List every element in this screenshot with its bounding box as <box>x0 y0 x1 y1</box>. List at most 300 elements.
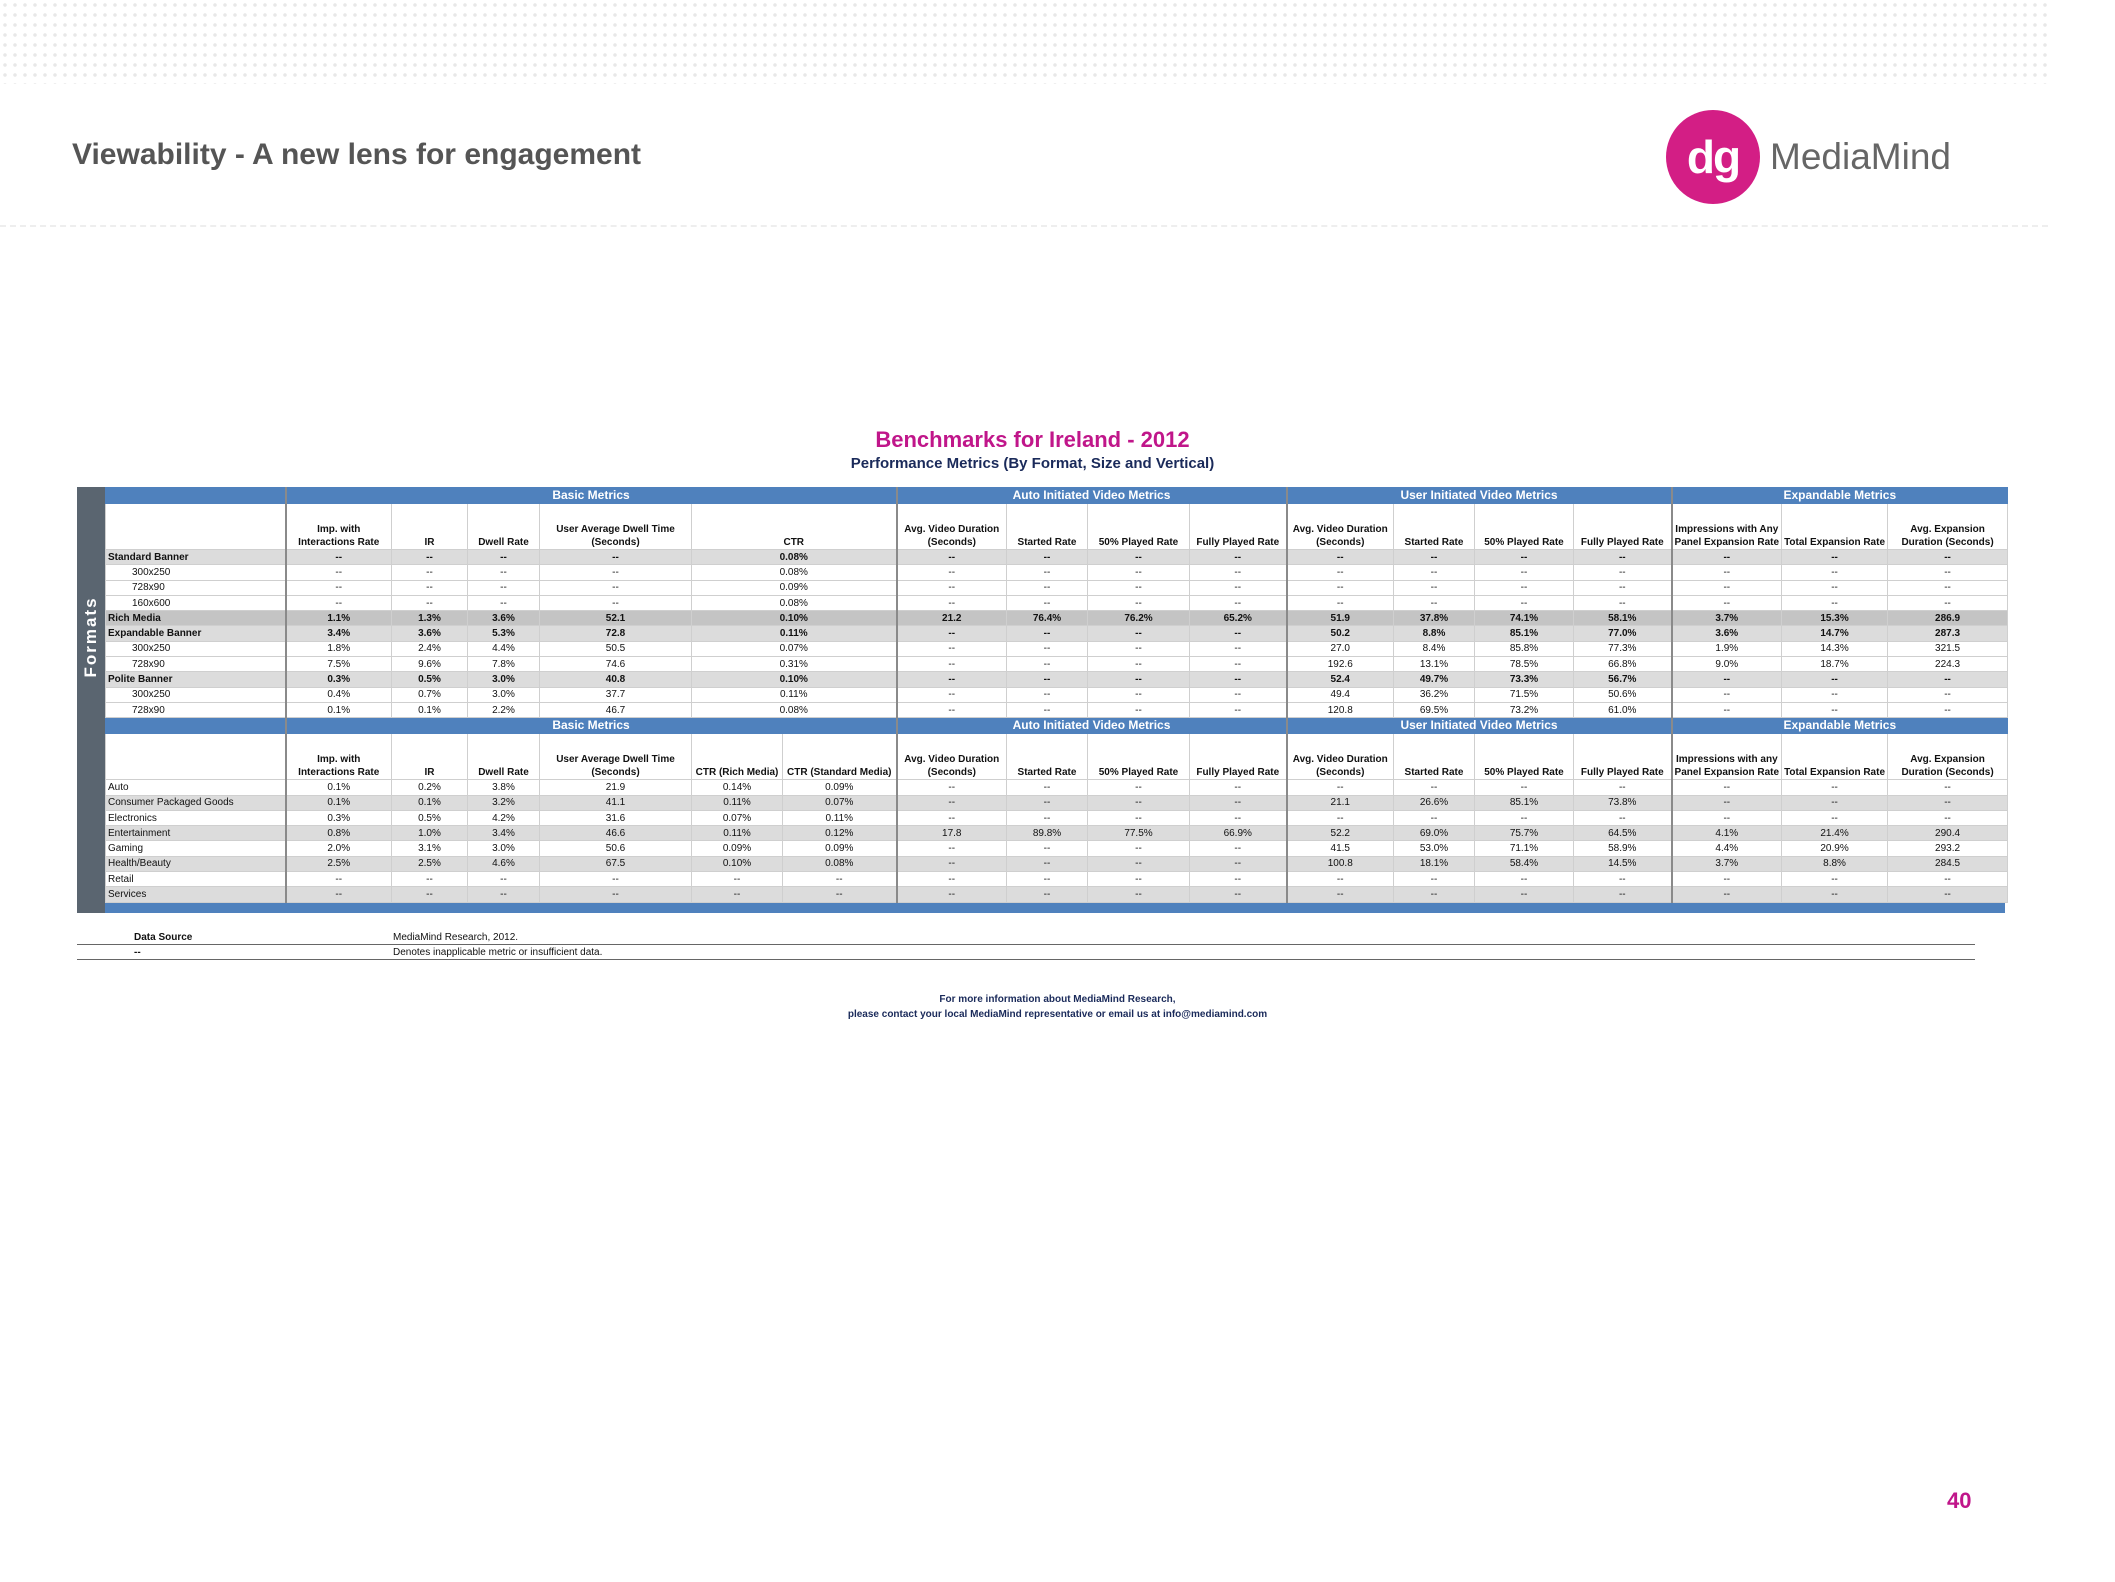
row-label: 300x250 <box>106 565 286 580</box>
table-cell: -- <box>1190 810 1287 825</box>
table-cell: -- <box>1782 595 1888 610</box>
table-cell: 7.8% <box>468 657 540 672</box>
table-cell: -- <box>1475 595 1574 610</box>
table-cell: -- <box>1394 887 1475 902</box>
column-header: Impressions with Any Panel Expansion Rate <box>1672 504 1782 550</box>
row-label: Health/Beauty <box>106 856 286 871</box>
benchmark-table <box>105 487 2008 903</box>
column-header: 50% Played Rate <box>1088 504 1190 550</box>
table-cell: -- <box>1007 856 1088 871</box>
table-row <box>106 780 2008 795</box>
table-cell: -- <box>540 887 692 902</box>
table-cell: -- <box>1007 702 1088 717</box>
table-cell: 1.3% <box>392 611 468 626</box>
table-cell: -- <box>897 580 1007 595</box>
table-cell: -- <box>1088 702 1190 717</box>
table-cell: -- <box>1672 550 1782 565</box>
column-header: Total Expansion Rate <box>1782 734 1888 780</box>
table-cell: -- <box>1190 795 1287 810</box>
table-cell: -- <box>1190 702 1287 717</box>
table-cell: 69.5% <box>1394 702 1475 717</box>
table-row <box>106 826 2008 841</box>
table-cell: -- <box>1007 841 1088 856</box>
table-cell: -- <box>1394 872 1475 887</box>
table-cell: 52.1 <box>540 611 692 626</box>
table-cell: -- <box>1088 780 1190 795</box>
footnote-rule <box>77 959 1975 960</box>
table-cell: 321.5 <box>1888 641 2008 656</box>
table-cell: 0.08% <box>692 702 897 717</box>
table-row <box>106 795 2008 810</box>
table-cell: -- <box>468 872 540 887</box>
logo-wordmark: MediaMind <box>1770 136 1951 177</box>
table-cell: -- <box>1782 872 1888 887</box>
dotted-header-pattern <box>0 0 2048 84</box>
table-cell: 85.1% <box>1475 626 1574 641</box>
table-cell: -- <box>1007 565 1088 580</box>
table-cell: -- <box>1574 550 1672 565</box>
column-header: Avg. Expansion Duration (Seconds) <box>1888 734 2008 780</box>
table-cell: -- <box>1574 780 1672 795</box>
table-cell: -- <box>1672 872 1782 887</box>
table-cell: 3.8% <box>468 780 540 795</box>
table-cell: 9.0% <box>1672 657 1782 672</box>
table-cell: -- <box>1672 702 1782 717</box>
table-cell: 0.1% <box>392 795 468 810</box>
table-cell: 3.6% <box>392 626 468 641</box>
column-header: Impressions with any Panel Expansion Rate <box>1672 734 1782 780</box>
row-label: Standard Banner <box>106 550 286 565</box>
table-cell: -- <box>1088 672 1190 687</box>
table-cell: 5.3% <box>468 626 540 641</box>
table-cell: -- <box>1888 795 2008 810</box>
slide-title: Viewability - A new lens for engagement <box>72 138 642 171</box>
table-cell: 2.5% <box>286 856 392 871</box>
table-row <box>106 550 2008 565</box>
column-header: 50% Played Rate <box>1088 734 1190 780</box>
table-cell: -- <box>1287 595 1394 610</box>
column-header: IR <box>392 734 468 780</box>
group-header-band <box>106 488 2008 504</box>
table-cell: -- <box>1190 780 1287 795</box>
table-cell: 8.4% <box>1394 641 1475 656</box>
table-cell: -- <box>1007 580 1088 595</box>
column-header: User Average Dwell Time (Seconds) <box>540 734 692 780</box>
column-header: Fully Played Rate <box>1574 734 1672 780</box>
table-cell: 37.7 <box>540 687 692 702</box>
table-cell: 0.3% <box>286 810 392 825</box>
table-cell: -- <box>1190 595 1287 610</box>
table-cell: 3.6% <box>1672 626 1782 641</box>
table-cell: -- <box>1888 887 2008 902</box>
row-label: Polite Banner <box>106 672 286 687</box>
table-cell: 3.1% <box>392 841 468 856</box>
table-cell: 0.4% <box>286 687 392 702</box>
table-cell: -- <box>692 887 783 902</box>
row-label: Services <box>106 887 286 902</box>
table-cell: 0.5% <box>392 672 468 687</box>
footnote-rule <box>77 944 1975 945</box>
table-cell: 290.4 <box>1888 826 2008 841</box>
table-cell: -- <box>1190 626 1287 641</box>
table-cell: 287.3 <box>1888 626 2008 641</box>
table-cell: 77.3% <box>1574 641 1672 656</box>
table-cell: -- <box>1782 550 1888 565</box>
benchmark-table-area <box>77 487 1994 913</box>
table-cell: 46.7 <box>540 702 692 717</box>
table-cell: 15.3% <box>1782 611 1888 626</box>
table-cell: 3.0% <box>468 841 540 856</box>
table-cell: -- <box>1088 872 1190 887</box>
table-row <box>106 641 2008 656</box>
table-cell: 14.5% <box>1574 856 1672 871</box>
table-cell: -- <box>1007 626 1088 641</box>
table-cell: 0.7% <box>392 687 468 702</box>
row-label: Expandable Banner <box>106 626 286 641</box>
table-cell: 20.9% <box>1782 841 1888 856</box>
table-cell: -- <box>1190 687 1287 702</box>
table-cell: -- <box>1088 565 1190 580</box>
table-cell: -- <box>468 595 540 610</box>
table-cell: 0.10% <box>692 856 783 871</box>
table-cell: -- <box>1672 687 1782 702</box>
column-header: 50% Played Rate <box>1475 734 1574 780</box>
table-cell: -- <box>286 872 392 887</box>
table-cell: -- <box>1782 702 1888 717</box>
table-cell: 0.11% <box>692 795 783 810</box>
table-cell: -- <box>1088 626 1190 641</box>
table-cell: 0.11% <box>692 687 897 702</box>
table-cell: -- <box>1394 550 1475 565</box>
metric-group-label: User Initiated Video Metrics <box>1287 718 1672 734</box>
table-cell: 0.09% <box>692 841 783 856</box>
table-cell: -- <box>1672 595 1782 610</box>
table-cell: 3.4% <box>286 626 392 641</box>
table-cell: -- <box>897 887 1007 902</box>
row-label: 728x90 <box>106 702 286 717</box>
table-cell: 3.0% <box>468 687 540 702</box>
table-cell: 41.1 <box>540 795 692 810</box>
table-cell: 50.2 <box>1287 626 1394 641</box>
metric-group-label: Basic Metrics <box>286 718 897 734</box>
footnote-key: Data Source <box>134 932 193 943</box>
row-label: Gaming <box>106 841 286 856</box>
table-cell: -- <box>1287 887 1394 902</box>
column-header: Fully Played Rate <box>1190 734 1287 780</box>
table-cell: 46.6 <box>540 826 692 841</box>
table-cell: 77.0% <box>1574 626 1672 641</box>
metric-group-label: User Initiated Video Metrics <box>1287 488 1672 504</box>
table-cell: 1.8% <box>286 641 392 656</box>
table-cell: 52.2 <box>1287 826 1394 841</box>
contact-line-2: please contact your local MediaMind representative or email us at info@mediamind.com <box>847 1009 1268 1020</box>
table-cell: -- <box>1088 810 1190 825</box>
table-cell: -- <box>1007 887 1088 902</box>
table-cell: 0.09% <box>783 780 897 795</box>
table-cell: 8.8% <box>1782 856 1888 871</box>
header-divider <box>0 225 2048 227</box>
table-cell: -- <box>468 565 540 580</box>
table-row <box>106 595 2008 610</box>
table-cell: -- <box>1672 672 1782 687</box>
table-cell: 286.9 <box>1888 611 2008 626</box>
table-cell: -- <box>1475 872 1574 887</box>
table-cell: -- <box>783 872 897 887</box>
table-row <box>106 657 2008 672</box>
table-cell: 0.12% <box>783 826 897 841</box>
table-cell: -- <box>1782 580 1888 595</box>
table-cell: 85.1% <box>1475 795 1574 810</box>
table-cell: 0.31% <box>692 657 897 672</box>
table-cell: 76.2% <box>1088 611 1190 626</box>
table-cell: -- <box>392 580 468 595</box>
metric-group-label: Auto Initiated Video Metrics <box>897 488 1287 504</box>
band-spacer <box>106 488 286 504</box>
table-cell: -- <box>1287 780 1394 795</box>
table-cell: 0.08% <box>692 595 897 610</box>
table-cell: 76.4% <box>1007 611 1088 626</box>
table-cell: 4.1% <box>1672 826 1782 841</box>
table-cell: -- <box>1475 565 1574 580</box>
table-cell: 85.8% <box>1475 641 1574 656</box>
table-cell: -- <box>1190 657 1287 672</box>
table-cell: -- <box>286 565 392 580</box>
table-cell: -- <box>1394 565 1475 580</box>
contact-line-1: For more information about MediaMind Research, <box>939 994 1176 1005</box>
table-cell: 14.3% <box>1782 641 1888 656</box>
table-row <box>106 887 2008 902</box>
page-number: 40 <box>1947 1488 1972 1513</box>
table-cell: 13.1% <box>1394 657 1475 672</box>
table-cell: 17.8 <box>897 826 1007 841</box>
table-cell: 21.1 <box>1287 795 1394 810</box>
table-cell: 58.1% <box>1574 611 1672 626</box>
table-cell: 31.6 <box>540 810 692 825</box>
table-cell: 224.3 <box>1888 657 2008 672</box>
table-cell: 4.6% <box>468 856 540 871</box>
table-cell: -- <box>1888 780 2008 795</box>
table-row <box>106 687 2008 702</box>
table-cell: -- <box>897 550 1007 565</box>
table-cell: 3.2% <box>468 795 540 810</box>
table-cell: 8.8% <box>1394 626 1475 641</box>
table-cell: 66.9% <box>1190 826 1287 841</box>
table-cell: 0.07% <box>783 795 897 810</box>
table-cell: -- <box>1190 550 1287 565</box>
benchmark-subtitle: Performance Metrics (By Format, Size and Vertical) <box>850 455 1215 472</box>
table-cell: 0.11% <box>692 826 783 841</box>
table-cell: -- <box>1888 672 2008 687</box>
formats-side-bar <box>77 487 105 913</box>
table-cell: 21.9 <box>540 780 692 795</box>
table-row <box>106 856 2008 871</box>
table-cell: 3.7% <box>1672 611 1782 626</box>
table-cell: 64.5% <box>1574 826 1672 841</box>
column-header: Started Rate <box>1394 734 1475 780</box>
column-header: Avg. Video Duration (Seconds) <box>897 504 1007 550</box>
table-cell: 2.2% <box>468 702 540 717</box>
table-cell: 0.1% <box>286 780 392 795</box>
table-cell: -- <box>1394 810 1475 825</box>
table-cell: 0.1% <box>286 795 392 810</box>
table-cell: 0.11% <box>783 810 897 825</box>
table-cell: -- <box>1475 887 1574 902</box>
table-cell: -- <box>286 595 392 610</box>
table-cell: 0.2% <box>392 780 468 795</box>
table-cell: -- <box>392 872 468 887</box>
table-cell: 21.2 <box>897 611 1007 626</box>
table-row <box>106 672 2008 687</box>
table-cell: 73.2% <box>1475 702 1574 717</box>
table-cell: -- <box>1088 580 1190 595</box>
column-header: CTR (Rich Media) <box>692 734 783 780</box>
table-cell: 0.08% <box>692 565 897 580</box>
table-cell: -- <box>1782 810 1888 825</box>
table-cell: 78.5% <box>1475 657 1574 672</box>
table-cell: -- <box>897 702 1007 717</box>
table-cell: -- <box>1782 780 1888 795</box>
row-label: Retail <box>106 872 286 887</box>
table-cell: -- <box>540 580 692 595</box>
table-cell: -- <box>1007 780 1088 795</box>
table-cell: 0.09% <box>783 841 897 856</box>
table-cell: -- <box>897 780 1007 795</box>
column-header: Avg. Expansion Duration (Seconds) <box>1888 504 2008 550</box>
table-cell: -- <box>1574 565 1672 580</box>
mediamind-logo <box>1666 110 1951 204</box>
footnote-key: -- <box>134 947 141 958</box>
table-cell: -- <box>1475 550 1574 565</box>
column-header: Dwell Rate <box>468 734 540 780</box>
dg-logo-mark: dg <box>1666 110 1760 204</box>
table-cell: -- <box>1287 565 1394 580</box>
table-cell: -- <box>468 550 540 565</box>
table-cell: -- <box>1088 657 1190 672</box>
table-cell: 0.07% <box>692 810 783 825</box>
column-header: CTR (Standard Media) <box>783 734 897 780</box>
table-cell: 0.11% <box>692 626 897 641</box>
column-header: User Average Dwell Time (Seconds) <box>540 504 692 550</box>
footnote-value: Denotes inapplicable metric or insufficient data. <box>393 947 603 958</box>
column-header-row <box>106 504 2008 550</box>
table-cell: -- <box>1088 887 1190 902</box>
table-cell: -- <box>1394 780 1475 795</box>
band-spacer <box>106 718 286 734</box>
formats-side-label: Formats <box>81 596 100 678</box>
table-cell: 0.1% <box>286 702 392 717</box>
column-header: Started Rate <box>1007 504 1088 550</box>
table-cell: -- <box>1287 810 1394 825</box>
table-cell: -- <box>1782 687 1888 702</box>
table-cell: 77.5% <box>1088 826 1190 841</box>
table-cell: -- <box>783 887 897 902</box>
table-cell: -- <box>1672 565 1782 580</box>
table-cell: 0.3% <box>286 672 392 687</box>
table-cell: 37.8% <box>1394 611 1475 626</box>
table-cell: 9.6% <box>392 657 468 672</box>
table-cell: -- <box>1088 795 1190 810</box>
table-cell: 3.7% <box>1672 856 1782 871</box>
column-header: Imp. with Interactions Rate <box>286 504 392 550</box>
table-cell: -- <box>1574 887 1672 902</box>
row-label: 160x600 <box>106 595 286 610</box>
table-cell: -- <box>1782 887 1888 902</box>
row-label: 300x250 <box>106 687 286 702</box>
table-cell: 52.4 <box>1287 672 1394 687</box>
table-cell: -- <box>1574 872 1672 887</box>
table-cell: 49.7% <box>1394 672 1475 687</box>
metric-group-label: Auto Initiated Video Metrics <box>897 718 1287 734</box>
column-header <box>106 504 286 550</box>
table-cell: -- <box>1888 565 2008 580</box>
row-label: 728x90 <box>106 580 286 595</box>
column-header: Imp. with Interactions Rate <box>286 734 392 780</box>
table-cell: 4.2% <box>468 810 540 825</box>
table-cell: 50.5 <box>540 641 692 656</box>
table-cell: 67.5 <box>540 856 692 871</box>
table-cell: 71.1% <box>1475 841 1574 856</box>
table-cell: -- <box>897 672 1007 687</box>
table-cell: 89.8% <box>1007 826 1088 841</box>
table-cell: 1.9% <box>1672 641 1782 656</box>
table-cell: -- <box>897 687 1007 702</box>
table-cell: -- <box>392 595 468 610</box>
table-cell: -- <box>1007 872 1088 887</box>
table-cell: 1.0% <box>392 826 468 841</box>
row-label: Auto <box>106 780 286 795</box>
table-cell: -- <box>392 565 468 580</box>
row-label: 728x90 <box>106 657 286 672</box>
group-header-band <box>106 718 2008 734</box>
table-cell: -- <box>897 595 1007 610</box>
table-cell: 293.2 <box>1888 841 2008 856</box>
table-cell: 49.4 <box>1287 687 1394 702</box>
table-cell: -- <box>1782 795 1888 810</box>
table-cell: -- <box>1088 595 1190 610</box>
table-cell: -- <box>1088 641 1190 656</box>
table-cell: -- <box>1475 780 1574 795</box>
column-header: Avg. Video Duration (Seconds) <box>1287 504 1394 550</box>
table-cell: 74.1% <box>1475 611 1574 626</box>
table-cell: 0.09% <box>692 580 897 595</box>
table-cell: -- <box>286 550 392 565</box>
row-label: Entertainment <box>106 826 286 841</box>
table-cell: 73.8% <box>1574 795 1672 810</box>
table-cell: -- <box>468 580 540 595</box>
column-header: Started Rate <box>1394 504 1475 550</box>
table-cell: 3.4% <box>468 826 540 841</box>
table-cell: -- <box>897 565 1007 580</box>
table-cell: 0.07% <box>692 641 897 656</box>
row-label: Rich Media <box>106 611 286 626</box>
table-row <box>106 626 2008 641</box>
table-cell: 120.8 <box>1287 702 1394 717</box>
table-cell: -- <box>1672 795 1782 810</box>
table-cell: 2.0% <box>286 841 392 856</box>
footnote-value: MediaMind Research, 2012. <box>393 932 519 943</box>
table-row <box>106 702 2008 717</box>
table-cell: 0.10% <box>692 672 897 687</box>
column-header: Dwell Rate <box>468 504 540 550</box>
table-cell: -- <box>1190 672 1287 687</box>
table-row <box>106 841 2008 856</box>
table-cell: 21.4% <box>1782 826 1888 841</box>
table-cell: -- <box>897 626 1007 641</box>
table-cell: -- <box>692 872 783 887</box>
column-header-row <box>106 734 2008 780</box>
column-header: Started Rate <box>1007 734 1088 780</box>
table-row <box>106 611 2008 626</box>
